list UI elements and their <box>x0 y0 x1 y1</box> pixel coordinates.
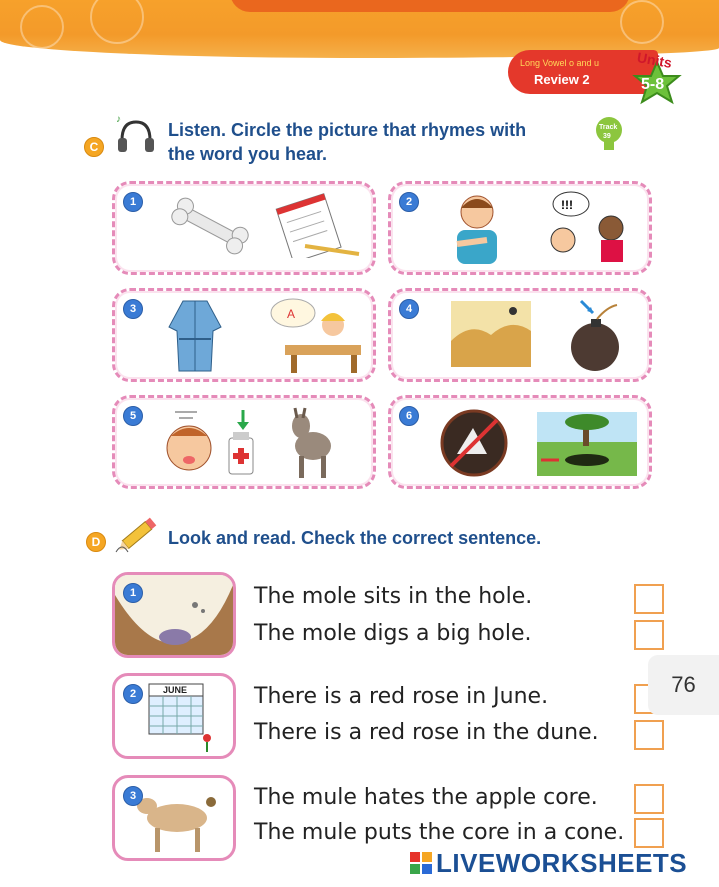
mole-picture-card <box>112 572 236 658</box>
hole-picture[interactable] <box>537 412 637 476</box>
calendar-picture-card <box>112 673 236 759</box>
medicine-picture[interactable] <box>219 408 259 478</box>
sentence-1a: The mole sits in the hole. <box>254 584 533 609</box>
track-icon[interactable] <box>594 114 624 156</box>
item-number: 4 <box>399 299 419 319</box>
section-c-instruction <box>168 118 526 166</box>
instruction-line-1: Listen. Circle the picture that rhymes with <box>168 120 527 140</box>
girl-hurt-picture[interactable] <box>437 190 517 266</box>
item-number: 3 <box>123 299 143 319</box>
item-number: 2 <box>399 192 419 212</box>
desert-dunes-picture[interactable] <box>451 301 531 367</box>
units-range: 5-8 <box>641 76 665 93</box>
svg-text:♪: ♪ <box>116 114 121 125</box>
listen-item-2 <box>388 181 652 275</box>
pencil-icon <box>114 512 160 558</box>
sentence-1b: The mole digs a big hole. <box>254 621 532 646</box>
headphones-icon <box>112 110 160 158</box>
checkbox-3b[interactable] <box>634 818 664 848</box>
sentence-2b: There is a red rose in the dune. <box>254 720 599 745</box>
sentence-3b: The mule puts the core in a cone. <box>254 820 625 845</box>
donkey-picture[interactable] <box>283 404 343 480</box>
item-number: 5 <box>123 406 143 426</box>
svg-text:A: A <box>287 307 296 321</box>
bomb-picture[interactable] <box>567 297 627 373</box>
item-number: 1 <box>123 192 143 212</box>
checkbox-3a[interactable] <box>634 784 664 814</box>
item-number: 3 <box>123 786 143 806</box>
item-number: 6 <box>399 406 419 426</box>
sentence-2a: There is a red rose in June. <box>254 684 549 709</box>
sentence-3a: The mule hates the apple core. <box>254 785 598 810</box>
section-d-instruction: Look and read. Check the correct sentence. <box>168 528 542 548</box>
checkbox-2b[interactable] <box>634 720 664 750</box>
listen-item-1 <box>112 181 376 275</box>
boy-writing-picture[interactable] <box>255 295 365 375</box>
instruction-line-2: the word you hear. <box>168 144 328 164</box>
calendar-month: JUNE <box>163 685 188 695</box>
listen-item-5 <box>112 395 376 489</box>
units-label: Units <box>635 49 674 71</box>
kids-shouting-picture[interactable] <box>541 188 641 268</box>
listen-item-4 <box>388 288 652 382</box>
note-picture[interactable] <box>265 192 365 258</box>
checkbox-1b[interactable] <box>634 620 664 650</box>
brand-name: LIVEWORKSHEETS <box>436 848 688 878</box>
mule-picture-card <box>112 775 236 861</box>
section-c-badge: C <box>84 137 104 157</box>
svg-text:!!!: !!! <box>561 198 573 212</box>
bone-picture[interactable] <box>165 196 255 256</box>
listen-item-3 <box>112 288 376 382</box>
listen-item-6 <box>388 395 652 489</box>
no-sign-picture[interactable] <box>439 408 509 478</box>
track-number: 39 <box>603 133 611 140</box>
robe-picture[interactable] <box>165 297 225 375</box>
section-d-badge: D <box>86 532 106 552</box>
units-star <box>627 49 687 104</box>
liveworksheets-logo-icon <box>410 852 432 874</box>
track-label: Track <box>599 124 618 131</box>
sick-boy-picture[interactable] <box>161 406 225 478</box>
item-number: 2 <box>123 684 143 704</box>
item-number: 1 <box>123 583 143 603</box>
review-subtitle: Long Vowel o and u <box>520 58 600 68</box>
review-title: Review 2 <box>534 72 590 87</box>
page-number: 76 <box>648 655 719 715</box>
banner-strip <box>230 0 630 12</box>
checkbox-1a[interactable] <box>634 584 664 614</box>
